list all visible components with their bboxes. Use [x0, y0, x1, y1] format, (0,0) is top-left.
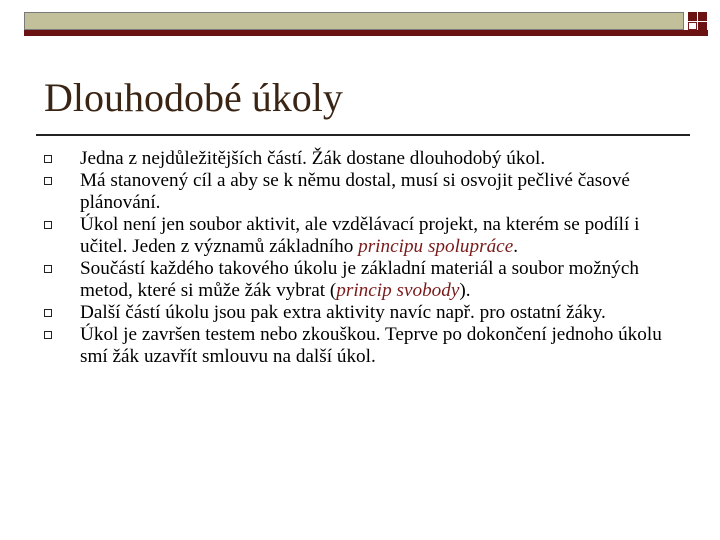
- bullet-text: Úkol je završen testem nebo zkouškou. Teprve po dokončení jednoho úkolu smí žák uzavřít smlouvu na další úkol.: [80, 324, 662, 367]
- square-bullet-icon: [44, 155, 52, 163]
- bullet-list: [44, 148, 684, 368]
- decor-square-1: [688, 12, 697, 21]
- bullet-item: [44, 324, 684, 368]
- decor-square-4: [698, 22, 707, 30]
- decor-square-3: [688, 22, 697, 30]
- square-bullet-icon: [44, 177, 52, 185]
- square-bullet-icon: [44, 309, 52, 317]
- bullet-text: Úkol není jen soubor aktivit, ale vzdělávací projekt, na kterém se podílí i učitel. Jeden z významů základního: [80, 214, 640, 257]
- bullet-item: [44, 170, 684, 214]
- bullet-text: Další částí úkolu jsou pak extra aktivity navíc např. pro ostatní žáky.: [80, 302, 606, 323]
- bullet-item: [44, 148, 684, 170]
- slide-title: Dlouhodobé úkoly: [44, 75, 343, 120]
- header-decor-bar: [24, 12, 684, 30]
- square-bullet-icon: [44, 331, 52, 339]
- title-divider: [36, 134, 690, 136]
- bullet-item: [44, 214, 684, 258]
- header-accent-line: [24, 30, 708, 36]
- square-bullet-icon: [44, 265, 52, 273]
- bullet-text: .: [513, 236, 519, 257]
- emphasis-text: principu spolupráce: [358, 236, 514, 257]
- emphasis-text: princip svobody: [336, 280, 460, 301]
- bullet-text: Má stanovený cíl a aby se k němu dostal, musí si osvojit pečlivé časové plánování.: [80, 170, 630, 213]
- square-bullet-icon: [44, 221, 52, 229]
- decor-square-2: [698, 12, 707, 21]
- bullet-item: [44, 302, 684, 324]
- bullet-text: Jedna z nejdůležitějších částí. Žák dostane dlouhodobý úkol.: [80, 148, 546, 169]
- bullet-text: ).: [459, 280, 471, 301]
- bullet-item: [44, 258, 684, 302]
- bullet-text: Součástí každého takového úkolu je základní materiál a soubor možných metod, které si může žák vybrat (: [80, 258, 639, 301]
